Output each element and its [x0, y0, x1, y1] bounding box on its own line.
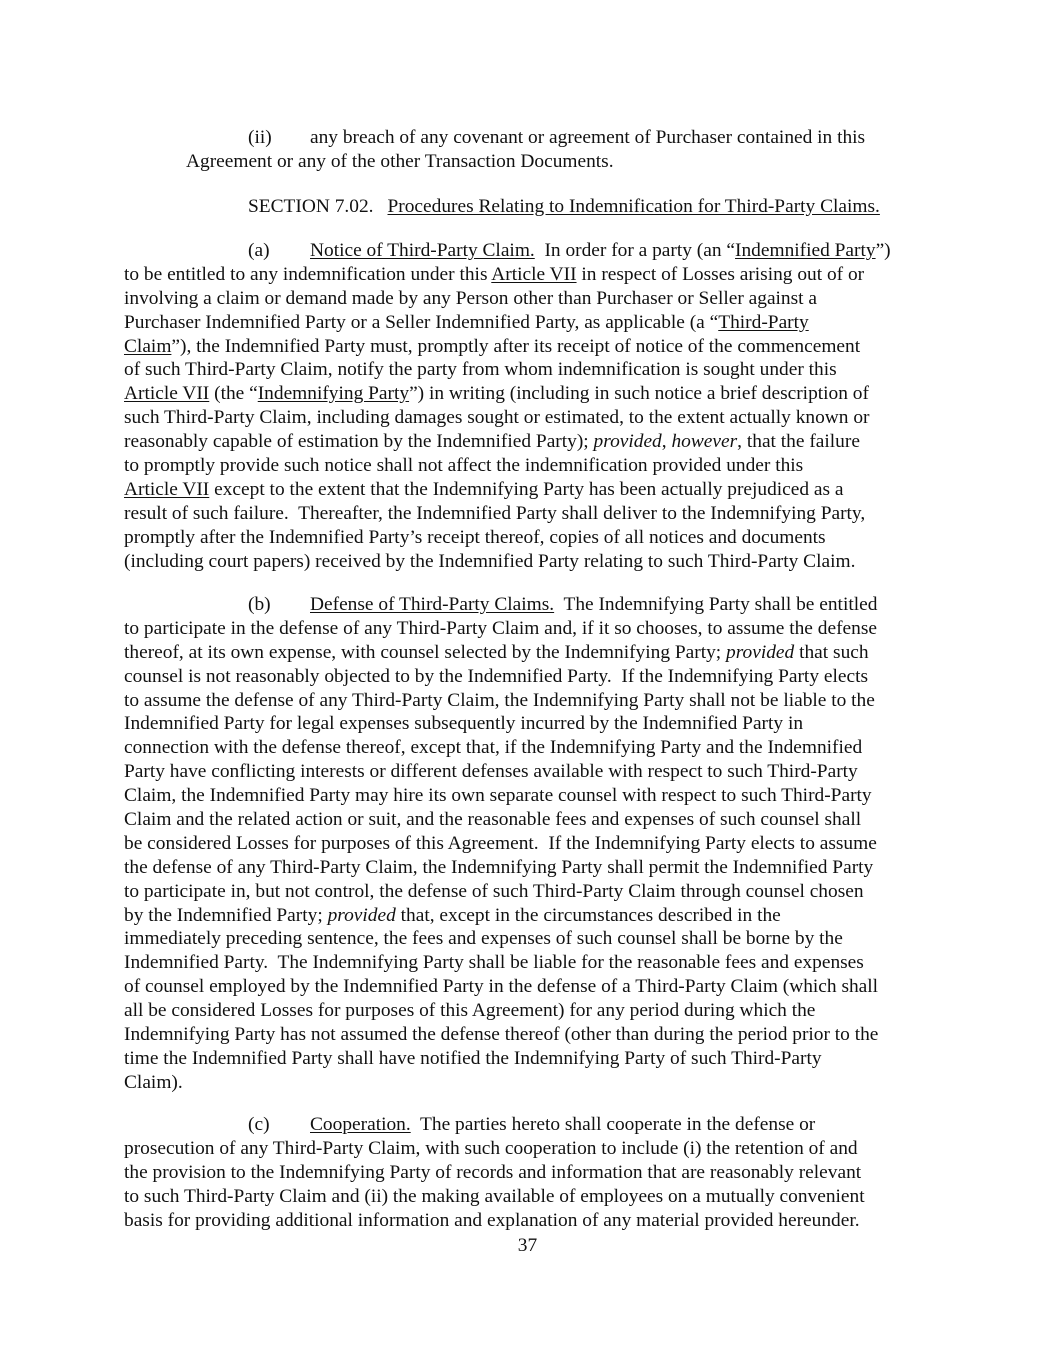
clause-ii-line-1: (ii) any breach of any covenant or agreement of Purchaser contained in this [248, 127, 866, 148]
section-heading [248, 195, 948, 219]
paragraph-b-number: (b) [248, 594, 271, 615]
paragraph-b: (b) Defense of Third-Party Claims. The Indemnifying Party shall be entitled to participate in the defense of any Third-Party Claim and, if it so chooses, to assume the defense thereof, at its own expense, with counsel selected by the Indemnifying Party; provided that such counsel is not reasonably objected to by the Indemnified Party. If the Indemnifying Party elects to assume the defense of any Third-Party Claim, the Indemnifying Party shall not be liable to the Indemnified Party for legal expenses subsequently incurred by the Indemnified Party in connection with the defense thereof, except that, if the Indemnifying Party and the Indemnified Party have conflicting interests or different defenses available with respect to such Third-Party Claim, the Indemnified Party may hire its own separate counsel with respect to such Third-Party Claim and the related action or suit, and the reasonable fees and expenses of such counsel shall be considered Losses for purposes of this Agreement. If the Indemnifying Party elects to assume the defense of any Third-Party Claim, the Indemnifying Party shall permit the Indemnified Party to participate in, but not control, the defense of such Third-Party Claim through counsel chosen by the Indemnified Party; provided that, except in the circumstances described in the immediately preceding sentence, the fees and expenses of such counsel shall be borne by the Indemnified Party. The Indemnifying Party shall be liable for the reasonable fees and expenses of counsel employed by the Indemnified Party in the defense of a Third-Party Claim (which shall all be considered Losses for purposes of this Agreement) for any period during which the Indemnifying Party has not assumed the defense thereof (other than during the period prior to the time the Indemnified Party shall have notified the Indemnifying Party of such Third-Party Claim). [124, 594, 879, 1093]
article-vii-reference: Article VII [124, 478, 210, 500]
section-label: SECTION 7.02. [248, 196, 374, 217]
paragraph-b-heading: Defense of Third-Party Claims. [310, 594, 555, 615]
article-vii-reference: Article VII [491, 263, 577, 285]
section-title: Procedures Relating to Indemnification for Third-Party Claims. [387, 196, 880, 217]
paragraph-c-heading: Cooperation. [310, 1114, 411, 1135]
defined-term-indemnified-party: Indemnified Party [735, 240, 876, 261]
defined-term-indemnifying-party: Indemnifying Party [257, 383, 410, 405]
paragraph-a-number: (a) [248, 240, 270, 261]
page-number: 37 [517, 1235, 538, 1256]
paragraph-a: (a) Notice of Third-Party Claim. In order for a party (an “Indemnified Party”) to be entitled to any indemnification under this Article VII in respect of Losses arising out of or involving a claim or demand made by any Person other than Purchaser or Seller against a Purchaser Indemnified Party or a Seller Indemnified Party, as applicable (a “Third-Party Claim”), the Indemnified Party must, promptly after its receipt of notice of the commencement of such Third-Party Claim, notify the party from whom indemnification is sought under this Article VII (the “Indemnifying Party”) in writing (including in such notice a brief description of such Third-Party Claim, including damages sought or estimated, to the extent actually known or reasonably capable of estimation by the Indemnified Party); provided, however, that the failure to promptly provide such notice shall not affect the indemnification provided under this Article VII except to the extent that the Indemnifying Party has been actually prejudiced as a result of such failure. Thereafter, the Indemnified Party shall deliver to the Indemnifying Party, promptly after the Indemnified Party’s receipt thereof, copies of all notices and documents (including court papers) received by the Indemnified Party relating to such Third-Party Claim. [124, 240, 891, 572]
paragraph-c: (c) Cooperation. The parties hereto shall cooperate in the defense or prosecution of any Third-Party Claim, with such cooperation to include (i) the retention of and the provision to the Indemnifying Party of records and information that are reasonably relevant to such Third-Party Claim and (ii) the making available of employees on a mutually convenient basis for providing additional information and explanation of any material provided hereunder. [124, 1114, 865, 1231]
defined-term-third-party-claim-cont: Claim [124, 335, 172, 357]
paragraph-a-heading: Notice of Third-Party Claim. [310, 240, 535, 261]
clause-ii-line-2: Agreement or any of the other Transaction Documents. [186, 150, 614, 172]
clause-ii [186, 126, 946, 174]
clause-ii-number: (ii) [248, 127, 272, 148]
paragraph-c-number: (c) [248, 1114, 270, 1135]
defined-term-third-party-claim: Third-Party [718, 311, 809, 333]
article-vii-reference: Article VII [124, 383, 210, 405]
